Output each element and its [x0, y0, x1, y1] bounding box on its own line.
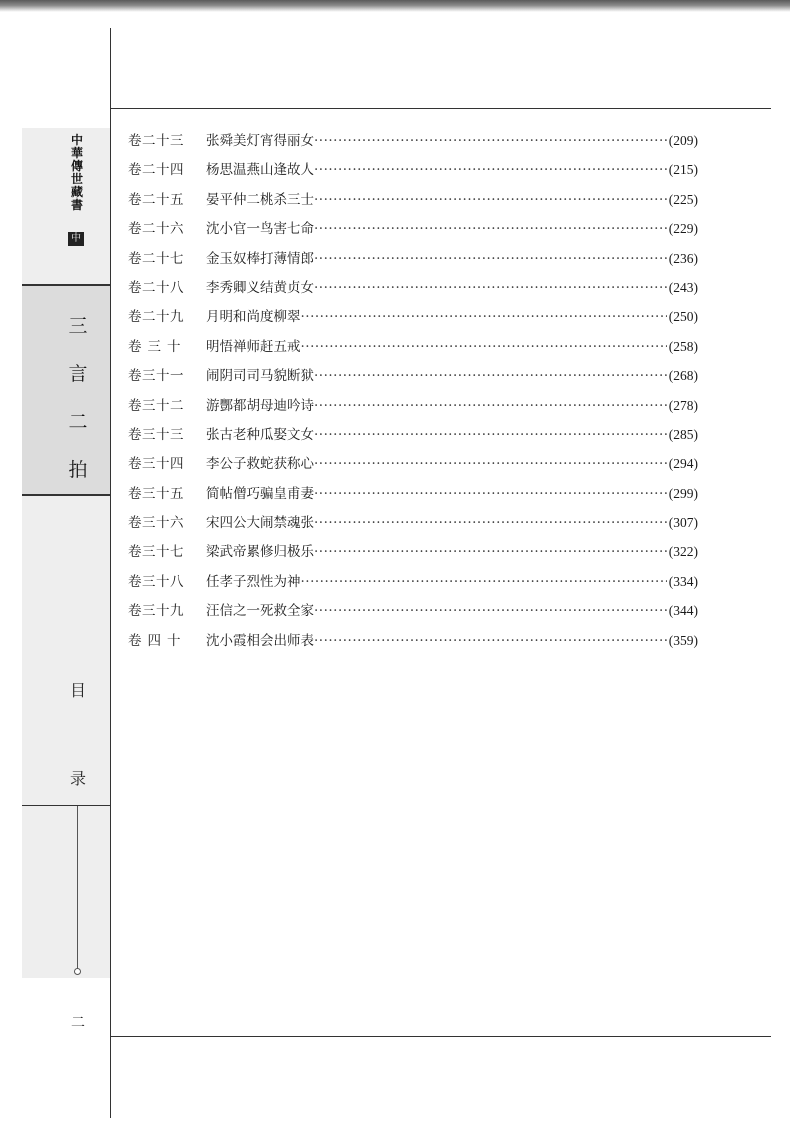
section-label-mu: 目: [69, 681, 86, 700]
toc-title: 月明和尚度柳翠: [206, 309, 301, 326]
toc-volume: 卷三十三: [128, 426, 184, 443]
toc-title: 金玉奴棒打薄情郎: [206, 250, 314, 267]
toc-page: (322): [668, 544, 698, 560]
toc-row[interactable]: [128, 361, 698, 390]
toc-page: (307): [668, 515, 698, 531]
toc-leader: [314, 156, 667, 185]
toc-page: (344): [668, 603, 698, 619]
toc-leader: [314, 274, 667, 303]
toc-page: (268): [668, 368, 698, 384]
footer-rule: [111, 1036, 771, 1037]
toc-leader: [314, 509, 667, 538]
toc-page: (229): [668, 221, 698, 237]
toc-row[interactable]: [128, 596, 698, 625]
toc-title: 简帖僧巧骗皇甫妻: [206, 485, 314, 502]
top-shadow-bar: [0, 0, 790, 12]
toc-leader: [314, 392, 667, 421]
toc-title: 沈小官一鸟害七命: [206, 221, 314, 238]
toc-volume: 卷三十八: [128, 573, 184, 590]
side-rule: [22, 805, 111, 806]
spine-line: [110, 28, 111, 1118]
toc-title: 李公子救蛇获称心: [206, 456, 314, 473]
toc-title: 张舜美灯宵得丽女: [206, 133, 314, 149]
toc-row[interactable]: [128, 273, 698, 302]
toc-row[interactable]: [128, 537, 698, 566]
toc-page: (209): [668, 133, 698, 148]
toc-volume: 卷二十八: [128, 279, 184, 296]
toc-leader: [314, 627, 667, 656]
book-title-char: 言: [68, 363, 88, 385]
series-title: [68, 134, 86, 212]
toc-title: 杨思温燕山逢故人: [206, 162, 314, 179]
toc-title: 明悟禅师赶五戒: [206, 338, 301, 355]
toc-row[interactable]: [128, 302, 698, 331]
toc-leader: [314, 186, 667, 215]
toc-volume: 卷二十五: [128, 191, 184, 208]
toc-leader: [314, 421, 667, 450]
toc-row[interactable]: [128, 449, 698, 478]
series-char: 書: [70, 198, 83, 212]
toc-page: (250): [668, 309, 698, 325]
toc-row[interactable]: [128, 244, 698, 273]
toc-volume: 卷三十九: [128, 603, 184, 620]
toc-row[interactable]: [128, 626, 698, 655]
toc-title: 梁武帝累修归极乐: [206, 544, 314, 561]
toc-title: 宋四公大闹禁魂张: [206, 515, 314, 532]
toc-leader: [314, 245, 667, 274]
toc-volume: 卷三十: [128, 338, 187, 355]
toc-page: (225): [668, 191, 698, 207]
toc-page: (236): [668, 250, 698, 266]
toc-page: (215): [668, 162, 698, 178]
toc-title: 沈小霞相会出师表: [206, 632, 314, 649]
section-label-lu: 录: [69, 769, 86, 788]
toc-page: (285): [668, 426, 698, 442]
toc-volume: 卷二十七: [128, 250, 184, 267]
toc-title: 任孝子烈性为神: [206, 573, 301, 590]
toc-volume: 卷四十: [128, 632, 187, 649]
toc-leader: [301, 333, 667, 362]
toc-leader: [314, 450, 667, 479]
series-char: 傳: [70, 159, 83, 173]
book-title-char: 拍: [68, 459, 88, 481]
toc-page: (299): [668, 485, 698, 501]
toc-page: (359): [668, 632, 698, 648]
toc-page: (258): [668, 338, 698, 354]
page-number: 二: [71, 1015, 85, 1031]
toc-title: 闹阴司司马貌断狱: [206, 368, 314, 385]
toc-title: 李秀卿义结黄贞女: [206, 279, 314, 296]
toc-leader: [314, 362, 667, 391]
toc-row[interactable]: [128, 126, 698, 155]
series-char: 中: [70, 133, 83, 147]
toc-title: 游酆都胡母迪吟诗: [206, 397, 314, 414]
toc-row[interactable]: [128, 567, 698, 596]
toc-row[interactable]: [128, 332, 698, 361]
toc-row[interactable]: [128, 155, 698, 184]
toc-row[interactable]: [128, 214, 698, 243]
toc-title: 张古老种瓜娶文女: [206, 426, 314, 443]
toc-leader: [301, 303, 667, 332]
toc-leader: [314, 538, 667, 567]
series-char: 華: [70, 146, 83, 160]
toc-volume: 卷二十三: [128, 133, 184, 149]
toc-page: (334): [668, 573, 698, 589]
toc-row[interactable]: [128, 508, 698, 537]
toc-page: (294): [668, 456, 698, 472]
toc-row[interactable]: [128, 391, 698, 420]
toc-page: (243): [668, 279, 698, 295]
toc-title: 汪信之一死救全家: [206, 603, 314, 620]
toc-page: (278): [668, 397, 698, 413]
thread-line: [77, 806, 78, 970]
seal-icon: 中: [68, 232, 84, 246]
toc-volume: 卷三十五: [128, 485, 184, 502]
toc-leader: [314, 215, 667, 244]
side-panel: [22, 128, 110, 978]
book-title: [66, 302, 90, 494]
header-rule: [111, 108, 771, 109]
toc-leader: [314, 127, 667, 156]
series-char: 藏: [70, 185, 83, 199]
toc-volume: 卷二十四: [128, 162, 184, 179]
toc-leader: [314, 480, 667, 509]
book-title-char: 二: [68, 411, 88, 433]
toc-title: 晏平仲二桃杀三士: [206, 191, 314, 208]
toc-volume: 卷三十二: [128, 397, 184, 414]
toc-leader: [301, 568, 667, 597]
toc-row[interactable]: [128, 420, 698, 449]
toc-volume: 卷三十一: [128, 368, 184, 385]
series-char: 世: [70, 172, 83, 186]
book-title-char: 三: [68, 315, 88, 337]
toc-volume: 卷二十六: [128, 221, 184, 238]
toc-row[interactable]: [128, 185, 698, 214]
table-of-contents: [128, 126, 698, 655]
toc-volume: 卷三十七: [128, 544, 184, 561]
toc-row[interactable]: [128, 479, 698, 508]
toc-volume: 卷三十六: [128, 515, 184, 532]
toc-volume: 卷三十四: [128, 456, 184, 473]
toc-leader: [314, 597, 667, 626]
toc-volume: 卷二十九: [128, 309, 184, 326]
thread-knot-icon: [74, 968, 81, 975]
